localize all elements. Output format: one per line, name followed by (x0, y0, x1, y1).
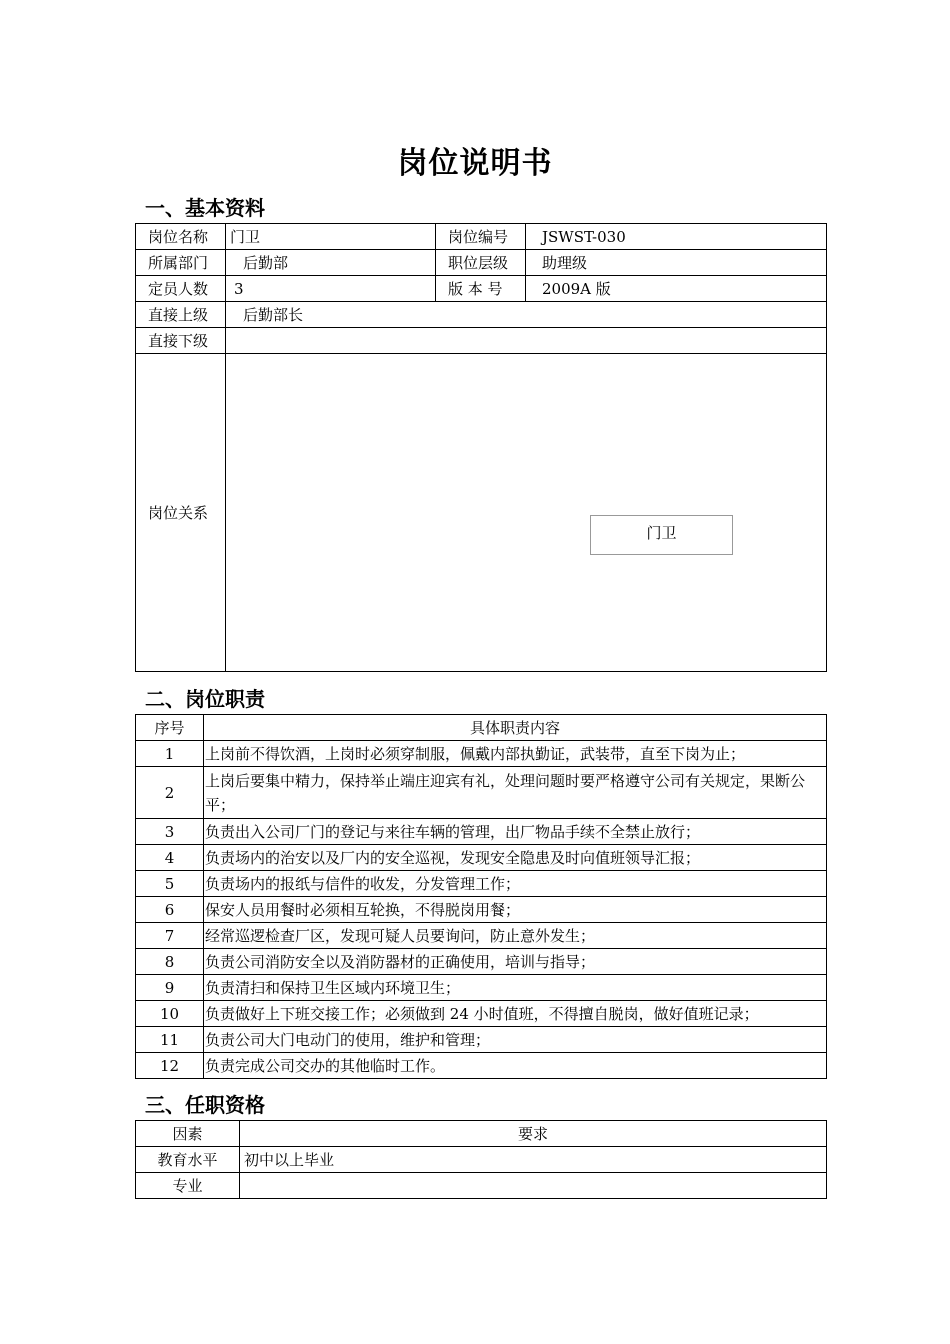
duty-text: 负责完成公司交办的其他临时工作。 (204, 1053, 827, 1079)
duty-number: 8 (136, 949, 204, 975)
subordinate-value (226, 328, 827, 354)
table-row (136, 1053, 827, 1079)
subordinate-label: 直接下级 (136, 328, 226, 354)
duty-number: 11 (136, 1027, 204, 1053)
position-name-value: 门卫 (226, 224, 436, 250)
table-row (136, 819, 827, 845)
duty-text: 负责清扫和保持卫生区域内环境卫生； (204, 975, 827, 1001)
duties-header-no: 序号 (136, 715, 204, 741)
qualifications-table (135, 1120, 827, 1199)
qual-requirement (240, 1173, 827, 1199)
duty-text: 经常巡逻检查厂区，发现可疑人员要询问，防止意外发生； (204, 923, 827, 949)
table-row (136, 1027, 827, 1053)
relation-label: 岗位关系 (136, 354, 226, 672)
duty-number: 9 (136, 975, 204, 1001)
basic-info-table (135, 223, 827, 672)
qual-factor: 教育水平 (136, 1147, 240, 1173)
duty-text: 负责公司大门电动门的使用，维护和管理； (204, 1027, 827, 1053)
table-row (136, 767, 827, 819)
position-name-label: 岗位名称 (136, 224, 226, 250)
duty-number: 5 (136, 871, 204, 897)
page-title: 岗位说明书 (397, 146, 553, 181)
relation-node-box: 门卫 (590, 515, 733, 555)
table-row (136, 1001, 827, 1027)
table-row (136, 1173, 827, 1199)
duties-table (135, 714, 827, 1079)
department-label: 所属部门 (136, 250, 226, 276)
table-row (136, 923, 827, 949)
level-value: 助理级 (526, 250, 827, 276)
duty-text: 上岗前不得饮酒，上岗时必须穿制服，佩戴内部执勤证，武装带，直至下岗为止； (204, 741, 827, 767)
version-value: 2009A 版 (526, 276, 827, 302)
level-label: 职位层级 (436, 250, 526, 276)
headcount-label: 定员人数 (136, 276, 226, 302)
duty-number: 10 (136, 1001, 204, 1027)
duty-number: 2 (136, 767, 204, 819)
table-row (136, 949, 827, 975)
duty-number: 7 (136, 923, 204, 949)
qual-factor: 专业 (136, 1173, 240, 1199)
qual-header-requirement: 要求 (240, 1121, 827, 1147)
qual-header-factor: 因素 (136, 1121, 240, 1147)
duty-text: 保安人员用餐时必须相互轮换，不得脱岗用餐； (204, 897, 827, 923)
duty-number: 4 (136, 845, 204, 871)
duty-text: 负责出入公司厂门的登记与来往车辆的管理，出厂物品手续不全禁止放行； (204, 819, 827, 845)
version-label: 版 本 号 (436, 276, 526, 302)
superior-label: 直接上级 (136, 302, 226, 328)
table-row (136, 975, 827, 1001)
table-row (136, 897, 827, 923)
headcount-value: 3 (226, 276, 436, 302)
section-basic-heading: 一、基本资料 (145, 196, 265, 220)
duty-text: 负责做好上下班交接工作；必须做到 24 小时值班，不得擅自脱岗，做好值班记录； (204, 1001, 827, 1027)
position-code-value: JSWST-030 (526, 224, 827, 250)
table-row (136, 741, 827, 767)
duty-text: 负责公司消防安全以及消防器材的正确使用，培训与指导； (204, 949, 827, 975)
duty-number: 1 (136, 741, 204, 767)
duty-text: 负责场内的治安以及厂内的安全巡视，发现安全隐患及时向值班领导汇报； (204, 845, 827, 871)
duty-text: 负责场内的报纸与信件的收发，分发管理工作； (204, 871, 827, 897)
section-qualifications-heading: 三、任职资格 (145, 1093, 265, 1117)
relation-diagram-area (226, 354, 827, 672)
section-duties-heading: 二、岗位职责 (145, 687, 265, 711)
duty-number: 6 (136, 897, 204, 923)
position-code-label: 岗位编号 (436, 224, 526, 250)
table-row (136, 871, 827, 897)
superior-value: 后勤部长 (226, 302, 827, 328)
duty-number: 3 (136, 819, 204, 845)
qual-requirement: 初中以上毕业 (240, 1147, 827, 1173)
table-row (136, 845, 827, 871)
duty-number: 12 (136, 1053, 204, 1079)
department-value: 后勤部 (226, 250, 436, 276)
duty-text: 上岗后要集中精力，保持举止端庄迎宾有礼，处理问题时要严格遵守公司有关规定，果断公平； (204, 767, 827, 819)
duties-header-content: 具体职责内容 (204, 715, 827, 741)
table-row (136, 1147, 827, 1173)
